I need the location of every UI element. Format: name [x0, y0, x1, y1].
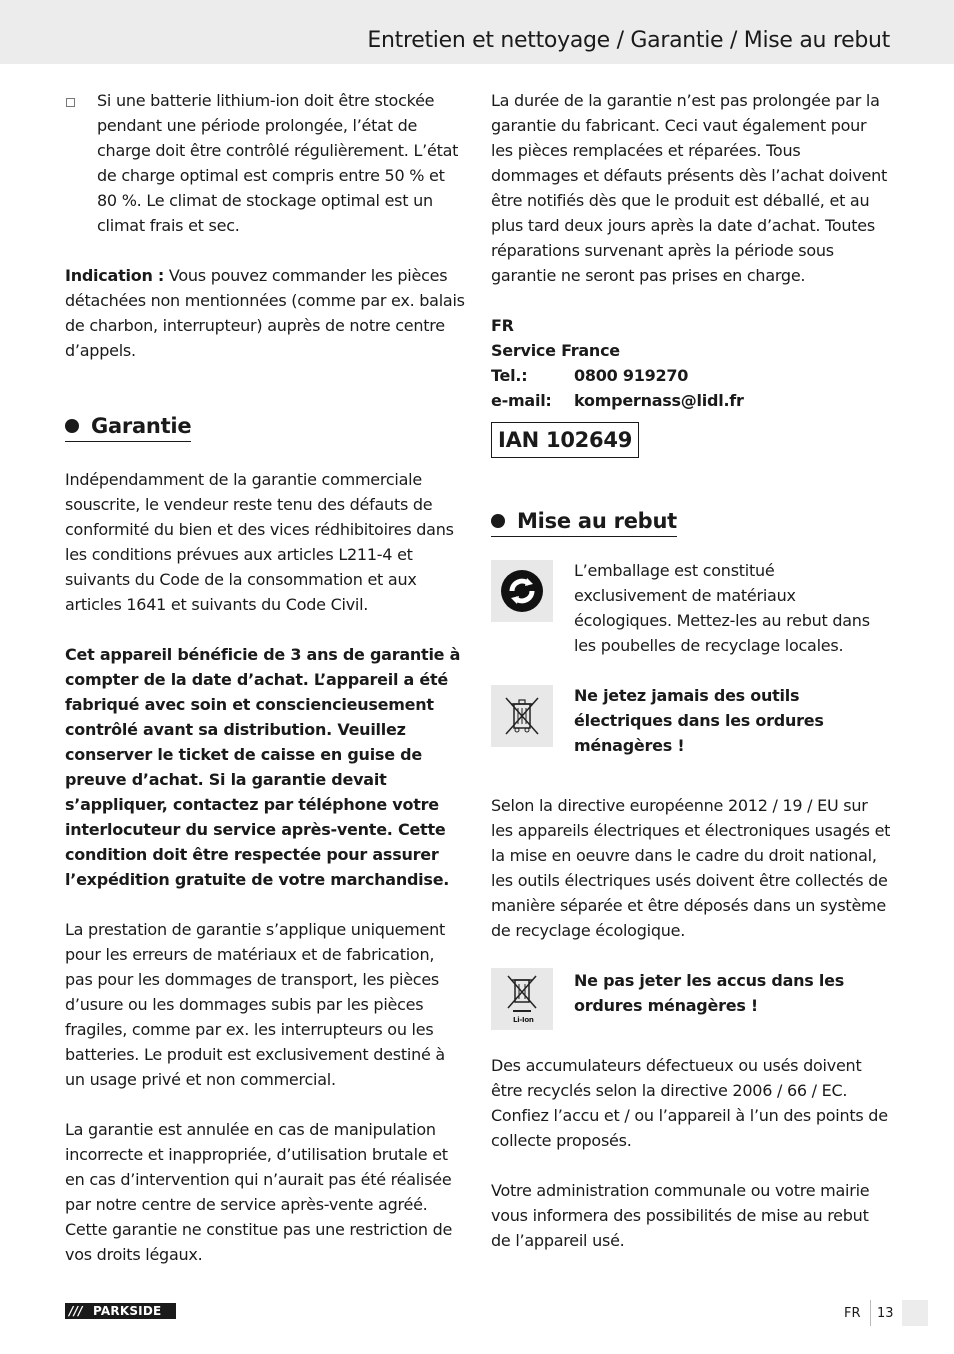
battery-paragraph-2: Confiez l’accu et / ou l’appareil à l’un des points de collecte proposés. [491, 1106, 888, 1150]
footer-language: FR [844, 1306, 861, 1321]
contact-table [491, 363, 744, 413]
packaging-text: L’emballage est constitué exclusivement de matériaux écologiques. Mettez-les au rebut dans les poubelles de recyclage locales. [574, 561, 870, 655]
footer-divider [870, 1300, 871, 1326]
garantie-paragraph-4: La garantie est annulée en cas de manipulation incorrecte et inappropriée, d’utilisation brutale et en cas d’intervention qui n’aurait pas été réalisée par notre centre de service après-vente agréé. Cette garantie ne constitue pas une restriction de vos droits légaux. [65, 1120, 453, 1264]
right-column [491, 88, 891, 1253]
warranty-duration-paragraph: La durée de la garantie n’est pas prolongée par la garantie du fabricant. Ceci vaut également pour les pièces remplacées et réparées. Tous dommages et défauts présents dès l’achat doivent être notifiés dès que le produit est déballé, et au plus tard deux jours après la date d’achat. Toutes réparations survenant après la période sous garantie ne seront pas prises en charge. [491, 91, 888, 285]
weee-row [491, 683, 891, 758]
heading-bullet-icon [491, 514, 505, 528]
battery-storage-bullet [65, 88, 465, 238]
rebut-heading-wrap [491, 506, 891, 537]
left-column [65, 88, 465, 1267]
garantie-bold-paragraph: Cet appareil bénéficie de 3 ans de garantie à compter de la date d’achat. L’appareil a été fabriqué avec soin et consciencieusement contrôlé avant sa distribution. Veuillez conserver le ticket de caisse en guise de preuve d’achat. Si la garantie devait s’appliquer, contactez par téléphone votre interlocuteur du service après-vente. Cette condition doit être respectée pour assurer l’expédition gratuite de votre marchandise. [65, 645, 461, 889]
directive-paragraph: Selon la directive européenne 2012 / 19 / EU sur les appareils électriques et électroniques usagés et la mise en oeuvre dans le cadre du droit national, les outils électriques usés doivent être collectés de manière séparée et être déposés dans un système de recyclage écologique. [491, 796, 891, 940]
garantie-paragraph-3: La prestation de garantie s’applique uniquement pour les erreurs de matériaux et de fabrication, pas pour les dommages de transport, les pièces d’usure ou les dommages subis par les pièces fragiles, comme par ex. les interrupteurs ou les batteries. Le produit est exclusivement destiné à un usage privé et non commercial. [65, 920, 446, 1089]
page-title: Entretien et nettoyage / Garantie / Mise au rebut [367, 28, 890, 53]
tel-label: Tel.: [491, 366, 528, 385]
garantie-heading [65, 411, 191, 442]
packaging-row [491, 558, 891, 658]
rebut-heading [491, 506, 677, 537]
battery-paragraph-1: Des accumulateurs défectueux ou usés doivent être recyclés selon la directive 2006 / 66 / EC. [491, 1056, 862, 1100]
logo-brand: PARKSIDE [93, 1304, 162, 1318]
email-value: kompernass@lidl.fr [574, 391, 744, 410]
ian-number: IAN 102649 [491, 422, 639, 458]
admin-paragraph: Votre administration communale ou votre mairie vous informera des possibilités de mise au rebut de l’appareil usé. [491, 1181, 870, 1250]
crossed-bin-icon [491, 685, 553, 747]
page-header [0, 0, 954, 64]
garantie-paragraph-1: Indépendamment de la garantie commerciale souscrite, le vendeur reste tenu des défauts de conformité du bien et des vices rédhibitoires dans les conditions prévues aux articles L211-4 et suivants du Code de la consommation et aux articles 1641 et suivants du Code Civil. [65, 470, 454, 614]
garantie-heading-wrap [65, 411, 465, 442]
page-number: 13 [877, 1306, 894, 1321]
logo-slashes: /// [69, 1304, 83, 1318]
ian-wrap [491, 422, 891, 458]
green-dot-icon [491, 560, 553, 622]
footer-grey-box [902, 1300, 928, 1326]
note-paragraph [65, 263, 465, 363]
service-contact [491, 313, 891, 413]
note-label: Indication : [65, 266, 165, 285]
battery-row [491, 968, 891, 1032]
bullet-square-icon [66, 98, 75, 107]
liion-label: Li-Ion [513, 1016, 534, 1024]
contact-row-email [491, 388, 744, 413]
note-text: Vous pouvez commander les pièces détachées non mentionnées (comme par ex. balais de charbon, interrupteur) auprès de notre centre d’appels. [65, 266, 465, 360]
contact-row-tel [491, 363, 744, 388]
battery-storage-text: Si une batterie lithium-ion doit être stockée pendant une période prolongée, l’état de charge doit être contrôlé régulièrement. L’état de charge optimal est compris entre 50 % et 80 %. Le climat de stockage optimal est un climat frais et sec. [97, 91, 459, 235]
rebut-heading-text: Mise au rebut [517, 509, 677, 533]
heading-bullet-icon [65, 419, 79, 433]
tel-value: 0800 919270 [574, 366, 689, 385]
parkside-logo [65, 1303, 176, 1319]
email-label: e-mail: [491, 391, 552, 410]
contact-country: FR [491, 316, 514, 335]
contact-service-name: Service France [491, 341, 620, 360]
weee-warning: Ne jetez jamais des outils électriques dans les ordures ménagères ! [574, 686, 824, 755]
battery-warning: Ne pas jeter les accus dans les ordures ménagères ! [574, 971, 844, 1015]
battery-bin-icon [491, 968, 553, 1030]
garantie-heading-text: Garantie [91, 414, 192, 438]
